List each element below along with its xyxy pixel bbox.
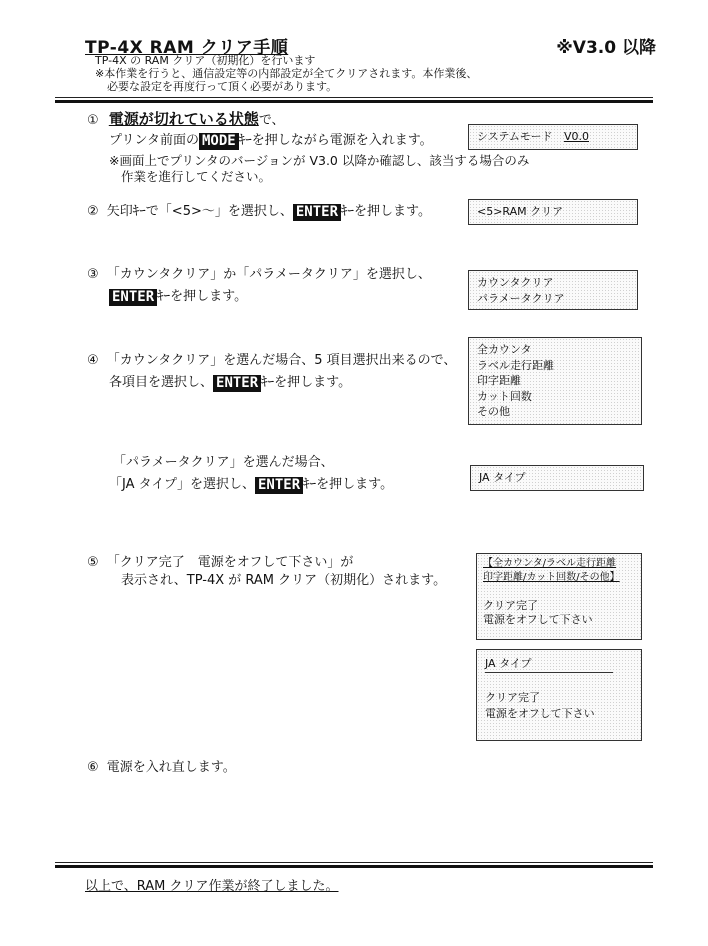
step-4b-text-post: ｷｰを押します。 (303, 477, 394, 492)
step-4-text-pre: 各項目を選択し、 (109, 375, 214, 390)
lcd-counter-clear-done (476, 553, 642, 640)
footer-text: 以上で、RAM クリア作業が終了しました。 (85, 879, 339, 894)
step-2-text-post: ｷｰを押します。 (341, 204, 431, 219)
lcd-heading (485, 656, 613, 673)
step-4b-line-2 (109, 476, 393, 494)
lcd-counter-items (468, 337, 642, 425)
lcd-system-mode (468, 124, 638, 150)
step-1-note-2: 作業を進行してください。 (121, 169, 272, 184)
step-2-line-1 (87, 203, 431, 221)
step-number: ④ (87, 353, 99, 368)
step-4b-line-1: 「パラメータクリア」を選んだ場合、 (113, 455, 334, 470)
step-1-emphasis-tail: で、 (258, 113, 285, 128)
step-1-text-post: ｷｰを押しながら電源を入れます。 (238, 133, 433, 148)
intro-note-1: TP-4X の RAM クリア（初期化）を行います (95, 54, 316, 67)
step-6-line-1 (87, 759, 236, 777)
lcd-clear-complete: クリア完了 (483, 599, 538, 612)
lcd-ram-clear: <5>RAM クリア (468, 199, 638, 225)
lcd-item: 印字距離 (477, 374, 521, 387)
step-1-emphasis: 電源が切れている状態 (108, 110, 259, 128)
lcd-power-off: 電源をオフして下さい (483, 613, 593, 626)
step-5-line-1 (87, 554, 353, 572)
lcd-clear-options (468, 270, 638, 310)
step-number: ⑥ (87, 760, 99, 775)
step-1-line-1 (87, 110, 285, 130)
intro-note-3: 必要な設定を再度行って頂く必要があります。 (107, 80, 338, 93)
lcd-ja-type: JA タイプ (470, 465, 644, 491)
lcd-ja-clear-done (476, 649, 642, 741)
step-4-line-1 (87, 352, 456, 370)
step-1-line-2 (109, 132, 433, 150)
step-1-text: プリンタ前面の (109, 133, 199, 148)
lcd-item: ラベル走行距離 (477, 358, 554, 372)
step-6-text: 電源を入れ直します。 (106, 760, 236, 775)
intro-note-2: ※本作業を行うと、通信設定等の内部設定が全てクリアされます。本作業後、 (95, 67, 478, 80)
page-title: TP-4X RAM クリア手順 (85, 38, 289, 58)
step-4-text-post: ｷｰを押します。 (261, 375, 352, 390)
lcd-version: V0.0 (563, 130, 589, 143)
lcd-heading-text: JA タイプ (485, 657, 532, 670)
step-number: ② (87, 204, 99, 219)
lcd-item: その他 (477, 405, 510, 418)
version-label: ※V3.0 以降 (556, 38, 656, 58)
lcd-option: パラメータクリア (477, 292, 565, 305)
step-number: ① (87, 113, 99, 128)
lcd-heading: 印字距離/カット回数/その他】 (483, 572, 620, 583)
enter-key: ENTER (255, 477, 303, 494)
step-4b-text-pre: 「JA タイプ」を選択し、 (109, 477, 255, 492)
lcd-clear-complete: クリア完了 (485, 691, 540, 704)
step-1-note-1: ※画面上でプリンタのバージョンが V3.0 以降か確認し、該当する場合のみ (109, 153, 530, 168)
lcd-item: 全カウンタ (477, 343, 532, 356)
step-4-line-2 (109, 374, 351, 392)
step-4-text: 「カウンタクリア」を選んだ場合、5 項目選択出来るので、 (106, 353, 457, 368)
step-number: ⑤ (87, 555, 99, 570)
header-divider (55, 97, 653, 103)
mode-key: MODE (199, 133, 239, 150)
step-3-line-1 (87, 266, 431, 284)
enter-key: ENTER (109, 289, 157, 306)
step-number: ③ (87, 267, 99, 282)
step-2-text: 矢印ｷｰで「<5>～」を選択し、 (106, 204, 293, 219)
step-3-line-2 (109, 288, 247, 306)
lcd-power-off: 電源をオフして下さい (485, 707, 595, 720)
step-5-text: 「クリア完了 電源をオフして下さい」が (106, 555, 354, 570)
enter-key: ENTER (293, 204, 341, 221)
lcd-heading: 【全カウンタ/ラベル走行距離 (483, 558, 616, 569)
footer-divider (55, 862, 653, 868)
lcd-option: カウンタクリア (477, 276, 554, 289)
lcd-item: カット回数 (477, 389, 532, 403)
enter-key: ENTER (213, 375, 261, 392)
step-5-line-2: 表示され、TP-4X が RAM クリア（初期化）されます。 (121, 573, 447, 588)
step-3-text-post: ｷｰを押します。 (157, 289, 248, 304)
lcd-text: システムモード (477, 130, 553, 143)
step-3-text: 「カウンタクリア」か「パラメータクリア」を選択し、 (106, 267, 431, 282)
